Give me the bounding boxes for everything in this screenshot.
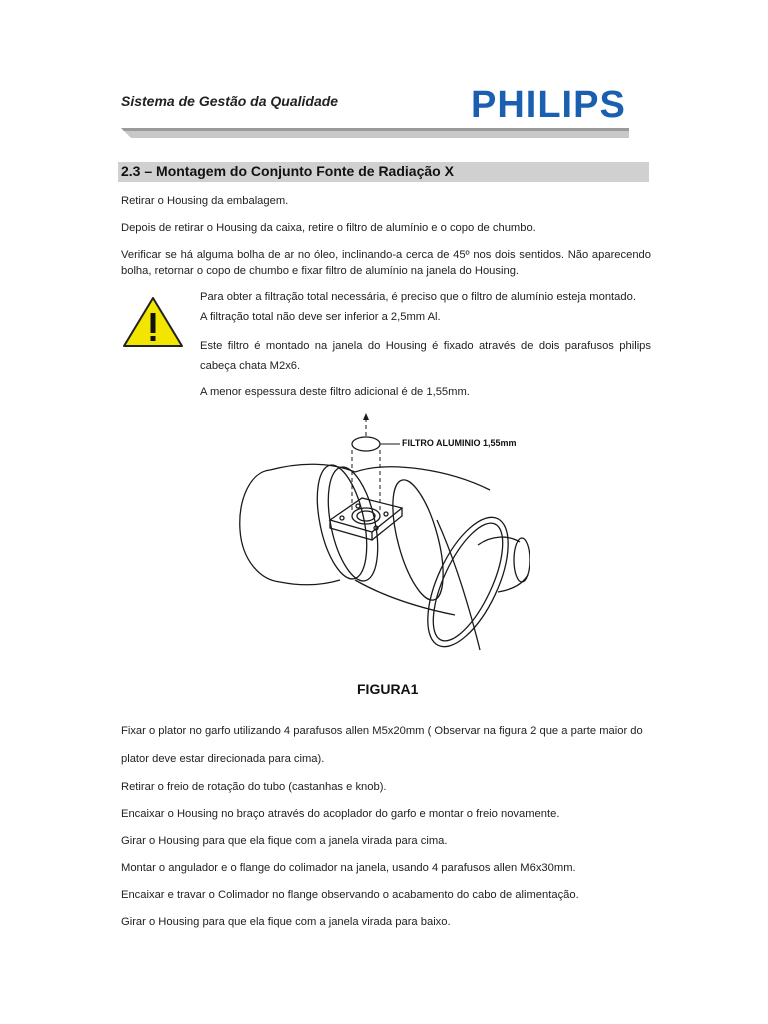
system-title: Sistema de Gestão da Qualidade	[121, 93, 339, 109]
filter-label: FILTRO ALUMINIO 1,55mm	[402, 438, 517, 448]
housing-assembly-drawing	[230, 410, 530, 675]
warning-paragraph-1: Para obter a filtração total necessária, é preciso que o filtro de alumínio esteja montado.	[200, 291, 636, 303]
intro-paragraph-2: Depois de retirar o Housing da caixa, retire o filtro de alumínio e o copo de chumbo.	[121, 222, 536, 234]
warning-paragraph-2: A filtração total não deve ser inferior a 2,5mm Al.	[200, 311, 441, 323]
intro-paragraph-1: Retirar o Housing da embalagem.	[121, 195, 289, 207]
intro-paragraph-3: Verificar se há alguma bolha de ar no óleo, inclinando-a cerca de 45º nos dois sentidos. Não aparecendo bolha, retornar o copo de chumbo e fixar filtro de alumínio na janela do Housing.	[121, 249, 651, 277]
header-divider	[121, 128, 629, 138]
step-paragraph-2: Retirar o freio de rotação do tubo (castanhas e knob).	[121, 781, 387, 793]
step-paragraph-1: Fixar o plator no garfo utilizando 4 parafusos allen M5x20mm ( Observar na figura 2 que a parte maior do plator deve estar direcionada para cima).	[121, 725, 643, 765]
step-paragraph-3: Encaixar o Housing no braço através do acoplador do garfo e montar o freio novamente.	[121, 808, 560, 820]
philips-logo: PHILIPS	[471, 84, 626, 126]
warning-triangle-icon	[121, 295, 185, 349]
figure-caption: FIGURA1	[357, 681, 419, 697]
warning-paragraph-3: Este filtro é montado na janela do Housing é fixado através de dois parafusos philips cabeça chata M2x6.	[200, 340, 651, 372]
section-title: 2.3 – Montagem do Conjunto Fonte de Radiação X	[121, 163, 454, 179]
step-paragraph-4: Girar o Housing para que ela fique com a janela virada para cima.	[121, 835, 448, 847]
step-paragraph-5: Montar o angulador e o flange do colimador na janela, usando 4 parafusos allen M6x30mm.	[121, 862, 576, 874]
step-paragraph-7: Girar o Housing para que ela fique com a janela virada para baixo.	[121, 916, 451, 928]
warning-paragraph-4: A menor espessura deste filtro adicional é de 1,55mm.	[200, 386, 470, 398]
step-paragraph-6: Encaixar e travar o Colimador no flange observando o acabamento do cabo de alimentação.	[121, 889, 579, 901]
